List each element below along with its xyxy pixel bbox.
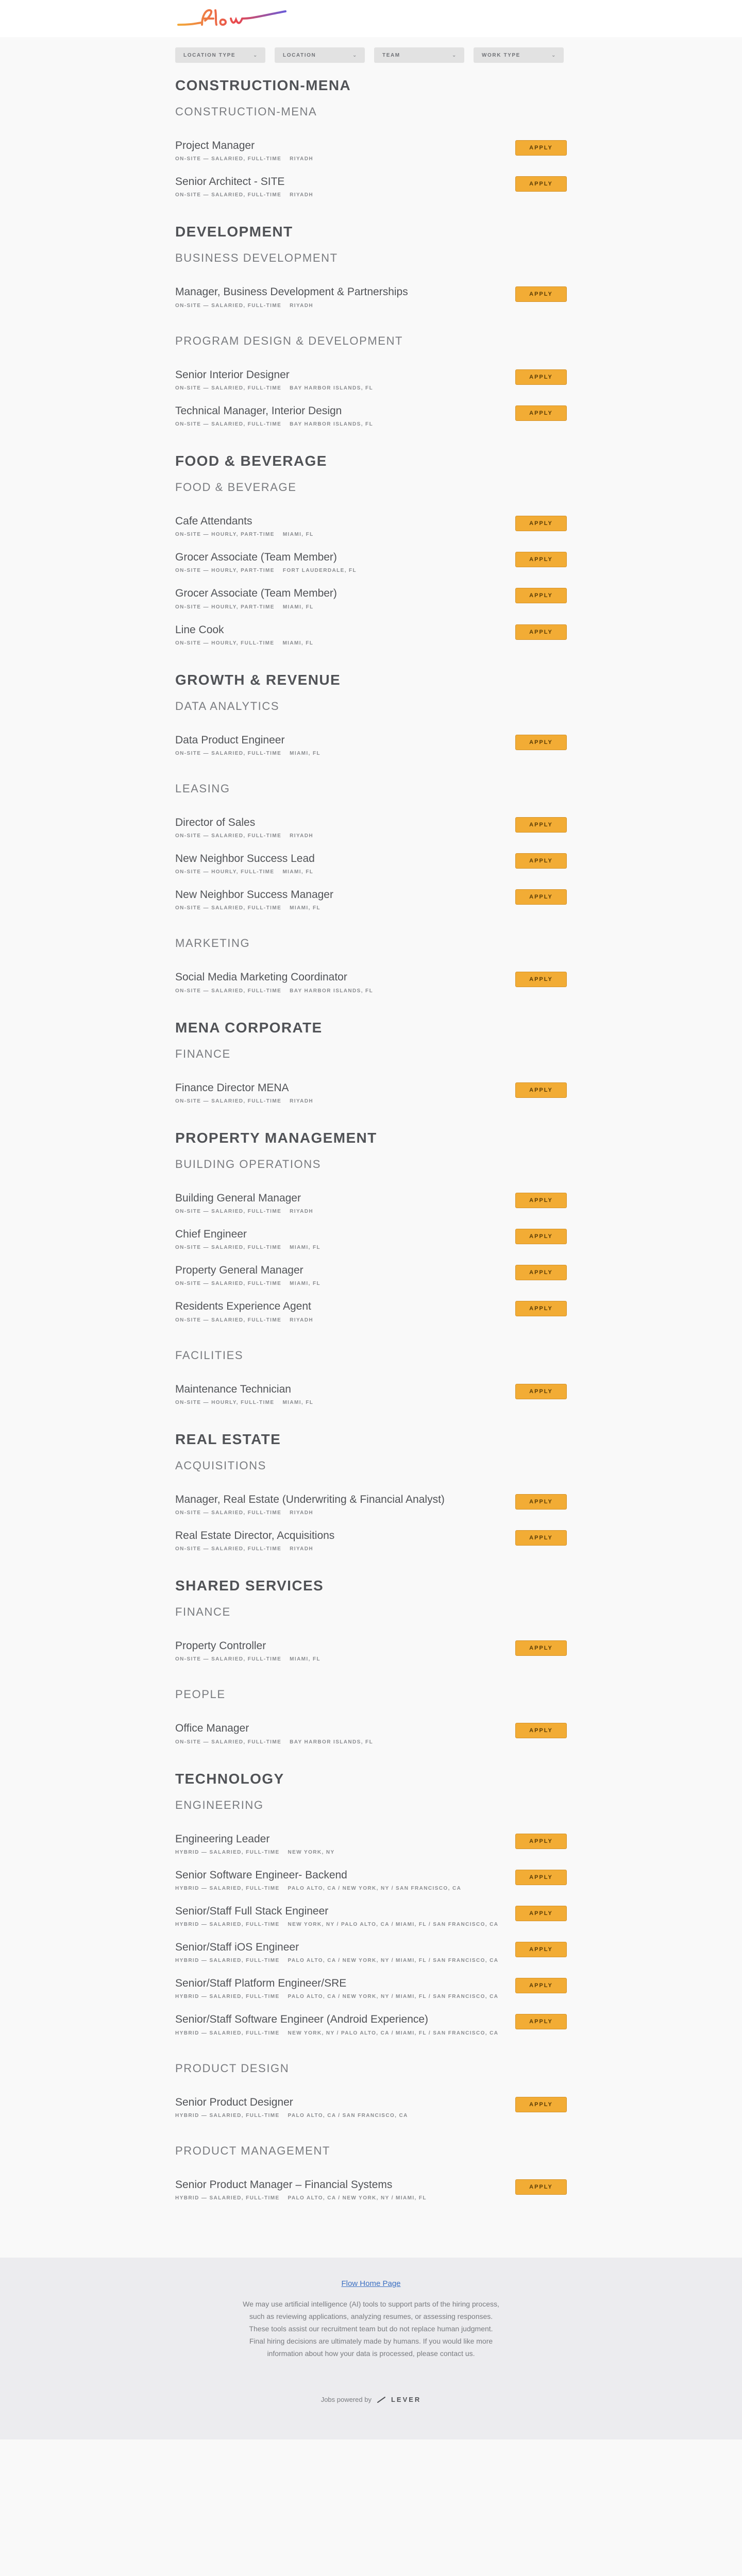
posting-work-type: ON-SITE — SALARIED, FULL-TIME — [175, 833, 282, 839]
posting-info — [175, 816, 313, 839]
posting-meta — [175, 2113, 408, 2119]
posting-meta — [175, 1098, 313, 1104]
job-posting — [175, 816, 567, 839]
postings-list — [175, 77, 567, 2201]
posting-title-link[interactable]: Engineering Leader — [175, 1833, 270, 1845]
department-title: REAL ESTATE — [175, 1431, 281, 1447]
apply-button[interactable]: APPLY — [515, 1978, 567, 1993]
team-title: FOOD & BEVERAGE — [175, 480, 297, 494]
apply-button[interactable]: APPLY — [515, 1530, 567, 1546]
department-group — [175, 672, 567, 994]
posting-title-link[interactable]: Line Cook — [175, 623, 224, 636]
job-posting — [175, 1941, 567, 1963]
posting-info — [175, 551, 357, 573]
apply-button[interactable]: APPLY — [515, 1301, 567, 1316]
posting-work-type: ON-SITE — SALARIED, FULL-TIME — [175, 1281, 282, 1287]
team-section — [175, 1459, 567, 1552]
team-section — [175, 1158, 567, 1323]
posting-title-link[interactable]: Senior Product Manager – Financial Systems — [175, 2178, 393, 2191]
department-title: MENA CORPORATE — [175, 1019, 323, 1036]
posting-location: MIAMI, FL — [282, 869, 314, 875]
posting-meta — [175, 1739, 373, 1745]
team-section — [175, 1047, 567, 1104]
job-posting — [175, 734, 567, 756]
filter-label: LOCATION — [283, 52, 316, 58]
team-title: PROGRAM DESIGN & DEVELOPMENT — [175, 334, 403, 347]
posting-work-type: HYBRID — SALARIED, FULL-TIME — [175, 1994, 280, 2000]
posting-meta — [175, 1245, 321, 1250]
posting-location: RIYADH — [290, 1098, 313, 1104]
posting-title-link[interactable]: Senior/Staff Full Stack Engineer — [175, 1905, 329, 1917]
posting-work-type: HYBRID — SALARIED, FULL-TIME — [175, 2030, 280, 2036]
apply-button[interactable]: APPLY — [515, 176, 567, 192]
posting-title-link[interactable]: Office Manager — [175, 1722, 249, 1735]
chevron-down-icon: ⌄ — [452, 52, 457, 58]
department-title: DEVELOPMENT — [175, 224, 293, 240]
department-group — [175, 224, 567, 427]
posting-info — [175, 1529, 334, 1552]
posting-work-type: ON-SITE — HOURLY, FULL-TIME — [175, 869, 275, 875]
apply-button[interactable]: APPLY — [515, 1494, 567, 1510]
posting-meta — [175, 1281, 321, 1286]
posting-meta — [175, 833, 313, 839]
posting-info — [175, 852, 315, 875]
posting-title-link[interactable]: Finance Director MENA — [175, 1081, 289, 1094]
posting-title-link[interactable]: Senior/Staff iOS Engineer — [175, 1941, 299, 1954]
posting-work-type: ON-SITE — SALARIED, FULL-TIME — [175, 1546, 282, 1552]
team-section — [175, 937, 567, 993]
posting-title-link[interactable]: Cafe Attendants — [175, 515, 252, 527]
posting-location: PALO ALTO, CA / NEW YORK, NY / MIAMI, FL — [288, 2195, 427, 2201]
posting-location: PALO ALTO, CA / NEW YORK, NY / MIAMI, FL / SAN FRANCISCO, CA — [288, 1958, 499, 1964]
department-group — [175, 77, 567, 198]
apply-button[interactable]: APPLY — [515, 2097, 567, 2112]
posting-meta — [175, 988, 373, 994]
posting-info — [175, 1264, 321, 1286]
posting-work-type: ON-SITE — HOURLY, PART-TIME — [175, 568, 275, 574]
posting-location: MIAMI, FL — [290, 905, 321, 911]
posting-meta — [175, 192, 313, 198]
posting-title-link[interactable]: Grocer Associate (Team Member) — [175, 551, 337, 564]
posting-location: RIYADH — [290, 1546, 313, 1552]
team-section — [175, 1799, 567, 2036]
posting-work-type: HYBRID — SALARIED, FULL-TIME — [175, 1849, 280, 1855]
posting-work-type: HYBRID — SALARIED, FULL-TIME — [175, 1922, 280, 1928]
posting-meta — [175, 604, 337, 610]
posting-info — [175, 888, 333, 911]
posting-location: BAY HARBOR ISLANDS, FL — [290, 421, 374, 427]
posting-info — [175, 1905, 498, 1927]
apply-button[interactable]: APPLY — [515, 853, 567, 869]
posting-title-link[interactable]: Senior Interior Designer — [175, 368, 290, 381]
posting-meta — [175, 2195, 427, 2201]
department-title: SHARED SERVICES — [175, 1578, 324, 1594]
posting-location: MIAMI, FL — [282, 532, 314, 538]
apply-button[interactable]: APPLY — [515, 369, 567, 385]
job-posting — [175, 2013, 567, 2036]
posting-meta — [175, 1656, 321, 1662]
chevron-down-icon: ⌄ — [352, 52, 358, 58]
posting-work-type: ON-SITE — SALARIED, FULL-TIME — [175, 1739, 282, 1745]
posting-info — [175, 734, 321, 756]
posting-title-link[interactable]: Residents Experience Agent — [175, 1300, 311, 1313]
job-posting — [175, 2096, 567, 2119]
posting-location: PALO ALTO, CA / SAN FRANCISCO, CA — [288, 2112, 408, 2119]
posting-info — [175, 368, 373, 391]
posting-location: RIYADH — [290, 1317, 313, 1323]
posting-meta — [175, 2030, 498, 2036]
job-posting — [175, 139, 567, 162]
posting-location: MIAMI, FL — [290, 1281, 321, 1287]
footer — [0, 2258, 742, 2439]
job-posting — [175, 1905, 567, 1927]
team-section — [175, 1688, 567, 1744]
posting-title-link[interactable]: New Neighbor Success Manager — [175, 889, 333, 901]
team-section — [175, 251, 567, 308]
posting-work-type: HYBRID — SALARIED, FULL-TIME — [175, 2195, 280, 2201]
powered-by-label: Jobs powered by — [321, 2396, 372, 2403]
team-title: PRODUCT MANAGEMENT — [175, 2144, 330, 2157]
job-posting — [175, 1833, 567, 1855]
apply-button[interactable]: APPLY — [515, 889, 567, 905]
department-group — [175, 1578, 567, 1744]
posting-location: MIAMI, FL — [282, 604, 314, 610]
posting-title-link[interactable]: Project Manager — [175, 140, 255, 151]
posting-info — [175, 2013, 498, 2036]
posting-title-link[interactable]: Manager, Real Estate (Underwriting & Financial Analyst) — [175, 1493, 445, 1505]
filter-label: WORK TYPE — [482, 52, 520, 58]
department-title: FOOD & BEVERAGE — [175, 452, 327, 469]
posting-info — [175, 623, 313, 646]
posting-work-type: ON-SITE — SALARIED, FULL-TIME — [175, 302, 282, 309]
job-posting — [175, 368, 567, 391]
posting-meta — [175, 905, 333, 911]
posting-title-link[interactable]: New Neighbor Success Lead — [175, 853, 315, 865]
posting-work-type: ON-SITE — SALARIED, FULL-TIME — [175, 1656, 282, 1663]
posting-title-link[interactable]: Senior Software Engineer- Backend — [175, 1869, 347, 1881]
posting-title-link[interactable]: Real Estate Director, Acquisitions — [175, 1529, 335, 1541]
posting-title-link[interactable]: Grocer Associate (Team Member) — [175, 587, 337, 600]
team-title: PEOPLE — [175, 1688, 226, 1701]
posting-meta — [175, 1317, 313, 1323]
powered-by — [0, 2396, 742, 2403]
posting-work-type: HYBRID — SALARIED, FULL-TIME — [175, 2112, 280, 2119]
posting-work-type: ON-SITE — HOURLY, FULL-TIME — [175, 1399, 275, 1405]
job-posting — [175, 888, 567, 911]
apply-button[interactable]: APPLY — [515, 1082, 567, 1098]
posting-info — [175, 1300, 313, 1323]
posting-location: NEW YORK, NY / PALO ALTO, CA / MIAMI, FL / SAN FRANCISCO, CA — [288, 2030, 499, 2036]
posting-work-type: ON-SITE — SALARIED, FULL-TIME — [175, 988, 282, 994]
job-posting — [175, 1300, 567, 1323]
posting-title-link[interactable]: Social Media Marketing Coordinator — [175, 971, 347, 984]
posting-info — [175, 1977, 498, 1999]
apply-button[interactable]: APPLY — [515, 1834, 567, 1849]
filter-location-type[interactable] — [175, 47, 265, 63]
posting-info — [175, 1941, 498, 1963]
posting-meta — [175, 751, 321, 756]
home-page-link[interactable]: Flow Home Page — [341, 2279, 401, 2288]
posting-title-link[interactable]: Chief Engineer — [175, 1228, 247, 1240]
department-group — [175, 1431, 567, 1552]
job-posting — [175, 1228, 567, 1250]
posting-work-type: ON-SITE — SALARIED, FULL-TIME — [175, 1098, 282, 1104]
job-posting — [175, 404, 567, 427]
team-title: MARKETING — [175, 937, 250, 950]
posting-info — [175, 1869, 461, 1891]
apply-button[interactable]: APPLY — [515, 2014, 567, 2029]
posting-location: RIYADH — [290, 833, 313, 839]
posting-work-type: ON-SITE — SALARIED, FULL-TIME — [175, 905, 282, 911]
apply-button[interactable]: APPLY — [515, 1193, 567, 1208]
chevron-down-icon: ⌄ — [253, 52, 258, 58]
posting-work-type: ON-SITE — SALARIED, FULL-TIME — [175, 1245, 282, 1251]
posting-location: RIYADH — [290, 1209, 313, 1214]
filter-bar — [175, 47, 567, 63]
posting-work-type: ON-SITE — HOURLY, PART-TIME — [175, 532, 275, 538]
filter-label: TEAM — [382, 52, 400, 58]
posting-work-type: HYBRID — SALARIED, FULL-TIME — [175, 1958, 280, 1964]
posting-meta — [175, 1958, 498, 1963]
posting-location: BAY HARBOR ISLANDS, FL — [290, 1739, 374, 1745]
job-posting — [175, 1529, 567, 1552]
posting-location: BAY HARBOR ISLANDS, FL — [290, 385, 374, 391]
posting-work-type: ON-SITE — SALARIED, FULL-TIME — [175, 421, 282, 427]
department-group — [175, 1020, 567, 1104]
posting-work-type: ON-SITE — SALARIED, FULL-TIME — [175, 1209, 282, 1214]
posting-meta — [175, 869, 315, 875]
posting-location: PALO ALTO, CA / NEW YORK, NY / MIAMI, FL / SAN FRANCISCO, CA — [288, 1994, 499, 2000]
posting-info — [175, 285, 408, 308]
job-posting — [175, 587, 567, 609]
posting-title-link[interactable]: Senior Product Designer — [175, 2096, 293, 2108]
apply-button[interactable]: APPLY — [515, 552, 567, 567]
department-title: TECHNOLOGY — [175, 1770, 284, 1787]
team-title: PRODUCT DESIGN — [175, 2061, 290, 2075]
job-posting — [175, 623, 567, 646]
posting-location: RIYADH — [290, 192, 313, 198]
posting-meta — [175, 640, 313, 646]
posting-info — [175, 139, 313, 162]
job-posting — [175, 175, 567, 198]
posting-location: MIAMI, FL — [290, 1656, 321, 1663]
posting-info — [175, 2178, 427, 2201]
main-content — [175, 37, 567, 2258]
posting-meta — [175, 1850, 335, 1855]
posting-info — [175, 175, 313, 198]
team-section — [175, 2144, 567, 2201]
chevron-down-icon: ⌄ — [551, 52, 556, 58]
posting-work-type: ON-SITE — HOURLY, FULL-TIME — [175, 640, 275, 646]
apply-button[interactable]: APPLY — [515, 588, 567, 603]
apply-button[interactable]: APPLY — [515, 1384, 567, 1399]
job-posting — [175, 1639, 567, 1662]
posting-info — [175, 1383, 313, 1405]
team-title: BUILDING OPERATIONS — [175, 1157, 322, 1171]
team-title: FINANCE — [175, 1047, 231, 1060]
posting-location: MIAMI, FL — [282, 640, 314, 646]
posting-info — [175, 1639, 321, 1662]
posting-location: MIAMI, FL — [282, 1399, 314, 1405]
filter-label: LOCATION TYPE — [183, 52, 236, 58]
posting-title-link[interactable]: Senior/Staff Platform Engineer/SRE — [175, 1977, 347, 1990]
posting-location: MIAMI, FL — [290, 1245, 321, 1251]
posting-title-link[interactable]: Senior Architect - SITE — [175, 176, 285, 188]
posting-location: MIAMI, FL — [290, 750, 321, 756]
posting-work-type: HYBRID — SALARIED, FULL-TIME — [175, 1885, 280, 1891]
team-title: ACQUISITIONS — [175, 1459, 266, 1472]
job-posting — [175, 852, 567, 875]
team-section — [175, 481, 567, 646]
posting-title-link[interactable]: Technical Manager, Interior Design — [175, 404, 342, 417]
posting-location: NEW YORK, NY / PALO ALTO, CA / MIAMI, FL / SAN FRANCISCO, CA — [288, 1922, 499, 1928]
posting-meta — [175, 421, 373, 427]
job-posting — [175, 1722, 567, 1744]
team-title: ENGINEERING — [175, 1798, 264, 1811]
posting-title-link[interactable]: Manager, Business Development & Partnerships — [175, 286, 408, 298]
posting-title-link[interactable]: Maintenance Technician — [175, 1383, 291, 1395]
team-title: FINANCE — [175, 1605, 231, 1619]
posting-info — [175, 2096, 408, 2119]
apply-button[interactable]: APPLY — [515, 1906, 567, 1921]
posting-meta — [175, 1546, 334, 1552]
posting-work-type: ON-SITE — SALARIED, FULL-TIME — [175, 1317, 282, 1323]
posting-meta — [175, 568, 357, 573]
team-title: BUSINESS DEVELOPMENT — [175, 251, 338, 265]
posting-location: PALO ALTO, CA / NEW YORK, NY / SAN FRANCISCO, CA — [288, 1885, 462, 1891]
apply-button[interactable]: APPLY — [515, 624, 567, 640]
posting-work-type: ON-SITE — SALARIED, FULL-TIME — [175, 750, 282, 756]
posting-location: NEW YORK, NY — [288, 1849, 335, 1855]
ai-disclaimer: We may use artificial intelligence (AI) tools to support parts of the hiring process, such as reviewing applications, analyzing resumes, or assessing responses. These tools assist our recruitment team but do not replace human judgment. Final hiring decisions are ultimately made by humans. If you would like more information about how your data is processed, please contact us. — [243, 2300, 499, 2358]
team-section — [175, 1349, 567, 1405]
posting-title-link[interactable]: Property General Manager — [175, 1264, 303, 1277]
posting-meta — [175, 1886, 461, 1891]
department-title: PROPERTY MANAGEMENT — [175, 1129, 377, 1146]
posting-meta — [175, 1400, 313, 1405]
apply-button[interactable]: APPLY — [515, 1640, 567, 1656]
lever-logo-icon — [377, 2396, 386, 2403]
posting-meta — [175, 532, 314, 537]
filter-team[interactable] — [374, 47, 464, 63]
posting-info — [175, 1228, 321, 1250]
job-posting — [175, 971, 567, 993]
apply-button[interactable]: APPLY — [515, 1265, 567, 1280]
team-section — [175, 700, 567, 756]
department-group — [175, 1771, 567, 2201]
posting-info — [175, 1833, 335, 1855]
apply-button[interactable]: APPLY — [515, 972, 567, 987]
posting-info — [175, 404, 373, 427]
posting-location: FORT LAUDERDALE, FL — [282, 568, 357, 574]
job-posting — [175, 1192, 567, 1214]
posting-title-link[interactable]: Building General Manager — [175, 1192, 301, 1204]
posting-info — [175, 1722, 373, 1744]
department-group — [175, 1130, 567, 1405]
department-title: GROWTH & REVENUE — [175, 671, 341, 688]
apply-button[interactable]: APPLY — [515, 516, 567, 531]
lever-logo-text[interactable]: LEVER — [391, 2396, 421, 2403]
posting-info — [175, 971, 373, 993]
job-posting — [175, 1264, 567, 1286]
posting-location: BAY HARBOR ISLANDS, FL — [290, 988, 374, 994]
apply-button[interactable]: APPLY — [515, 1870, 567, 1885]
apply-button[interactable]: APPLY — [515, 735, 567, 750]
posting-meta — [175, 303, 408, 309]
flow-logo[interactable] — [175, 4, 289, 33]
job-posting — [175, 515, 567, 537]
filter-work-type[interactable] — [474, 47, 564, 63]
team-title: FACILITIES — [175, 1348, 244, 1362]
posting-location: RIYADH — [290, 302, 313, 309]
posting-meta — [175, 1209, 313, 1214]
posting-title-link[interactable]: Property Controller — [175, 1640, 266, 1652]
team-section — [175, 2062, 567, 2119]
job-posting — [175, 1977, 567, 1999]
posting-title-link[interactable]: Director of Sales — [175, 816, 256, 828]
apply-button[interactable]: APPLY — [515, 286, 567, 302]
posting-location: RIYADH — [290, 156, 313, 162]
team-section — [175, 1605, 567, 1662]
posting-work-type: ON-SITE — SALARIED, FULL-TIME — [175, 156, 282, 162]
apply-button[interactable]: APPLY — [515, 1229, 567, 1244]
job-posting — [175, 285, 567, 308]
job-posting — [175, 2178, 567, 2201]
posting-info — [175, 515, 314, 537]
job-posting — [175, 1869, 567, 1891]
posting-info — [175, 1493, 445, 1516]
department-group — [175, 453, 567, 646]
team-title: LEASING — [175, 782, 230, 795]
posting-title-link[interactable]: Data Product Engineer — [175, 734, 285, 746]
posting-meta — [175, 1510, 445, 1516]
posting-location: RIYADH — [290, 1510, 313, 1516]
posting-work-type: ON-SITE — SALARIED, FULL-TIME — [175, 1510, 282, 1516]
apply-button[interactable]: APPLY — [515, 405, 567, 421]
posting-meta — [175, 1922, 498, 1927]
team-section — [175, 334, 567, 427]
job-posting — [175, 551, 567, 573]
posting-meta — [175, 385, 373, 391]
filter-location[interactable] — [275, 47, 365, 63]
apply-button[interactable]: APPLY — [515, 1723, 567, 1738]
posting-info — [175, 587, 337, 609]
posting-meta — [175, 156, 313, 162]
department-title: CONSTRUCTION-MENA — [175, 77, 351, 93]
top-bar — [0, 0, 742, 37]
posting-info — [175, 1081, 313, 1104]
team-section — [175, 782, 567, 911]
posting-title-link[interactable]: Senior/Staff Software Engineer (Android Experience) — [175, 2013, 429, 2026]
posting-work-type: ON-SITE — SALARIED, FULL-TIME — [175, 385, 282, 391]
team-title: DATA ANALYTICS — [175, 699, 280, 713]
posting-work-type: ON-SITE — SALARIED, FULL-TIME — [175, 192, 282, 198]
apply-button[interactable]: APPLY — [515, 817, 567, 833]
team-title: CONSTRUCTION-MENA — [175, 105, 317, 118]
team-section — [175, 105, 567, 198]
posting-meta — [175, 1994, 498, 1999]
posting-info — [175, 1192, 313, 1214]
job-posting — [175, 1493, 567, 1516]
apply-button[interactable]: APPLY — [515, 1942, 567, 1957]
apply-button[interactable]: APPLY — [515, 140, 567, 156]
job-posting — [175, 1383, 567, 1405]
job-posting — [175, 1081, 567, 1104]
apply-button[interactable]: APPLY — [515, 2179, 567, 2195]
posting-work-type: ON-SITE — HOURLY, PART-TIME — [175, 604, 275, 610]
